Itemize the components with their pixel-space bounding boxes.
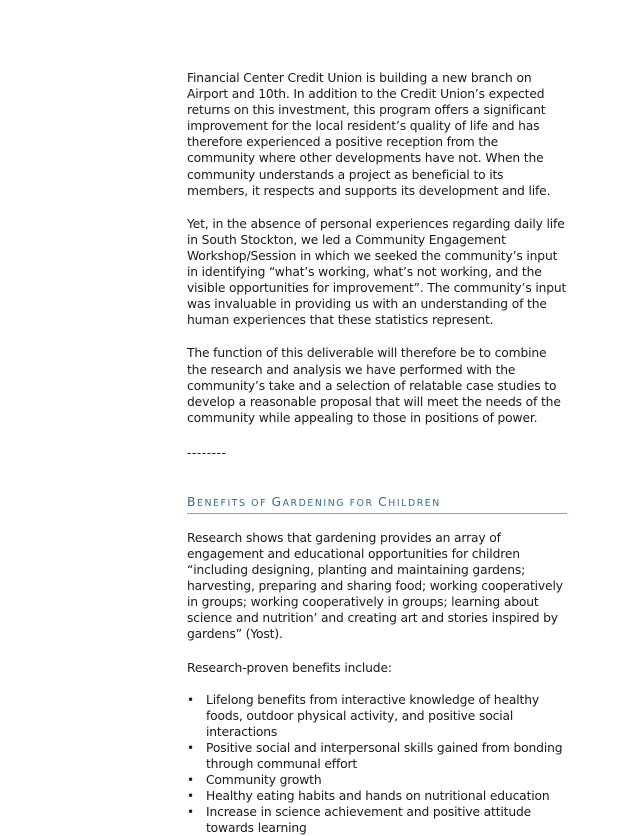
paragraph-credit-union: Financial Center Credit Union is building a new branch on Airport and 10th. In addition to the Credit Union’s expected returns on this investment, this program offers a significant improvement for the local resident’s quality of life and has therefore experienced a positive reception from the community where other developments have not. When the community understands a project as beneficial to its members, it respects and supports its development and life.	[187, 71, 551, 198]
list-item-text: Community growth	[206, 772, 322, 787]
list-item	[187, 740, 567, 772]
heading-word: FOR	[349, 497, 374, 509]
bullet-icon: •	[187, 788, 194, 803]
document-page	[187, 70, 567, 836]
paragraph-deliverable-function: The function of this deliverable will therefore be to combine the research and analysis we have performed with the community’s take and a selection of relatable case studies to develop a reasonable proposal that will meet the needs of the community while appealing to those in positions of power.	[187, 346, 561, 425]
list-item-text: Healthy eating habits and hands on nutritional education	[206, 788, 550, 803]
paragraph-research-intro: Research shows that gardening provides an array of engagement and educational opportunities for children “including designing, planting and maintaining gardens; harvesting, preparing and sharing food; working cooperatively in groups; working cooperatively in groups; learning about science and nutrition’ and creating art and stories inspired by gardens” (Yost).	[187, 530, 563, 642]
heading-cap: C	[378, 494, 389, 509]
list-item	[187, 692, 567, 740]
list-item-text: Lifelong benefits from interactive knowledge of healthy foods, outdoor physical activity, and positive social interactions	[206, 692, 539, 739]
heading-cap: G	[271, 494, 283, 509]
bullet-icon: •	[187, 804, 194, 819]
heading-rest: ARDENING	[282, 497, 346, 509]
list-item	[187, 772, 567, 788]
heading-rest: HILDREN	[388, 497, 441, 509]
list-item	[187, 788, 567, 804]
list-item-text: Positive social and interpersonal skills gained from bonding through communal effort	[206, 740, 563, 771]
section-heading	[187, 496, 567, 514]
text-divider: --------	[187, 445, 227, 460]
list-item	[187, 804, 567, 836]
list-item-text: Increase in science achievement and positive attitude towards learning	[206, 804, 532, 835]
bullet-icon: •	[187, 772, 194, 787]
heading-cap: B	[187, 494, 197, 509]
bullet-icon: •	[187, 692, 194, 707]
heading-word: OF	[251, 497, 267, 509]
paragraph-community-engagement: Yet, in the absence of personal experiences regarding daily life in South Stockton, we led a Community Engagement Workshop/Session in which we seeked the community’s input in identifying “what’s working, what’s not working, and the visible opportunities for improvement”. The community’s input was invaluable in providing us with an understanding of the human experiences that these statistics represent.	[187, 216, 567, 328]
heading-rest: ENEFITS	[197, 497, 247, 509]
paragraph-list-lead: Research-proven benefits include:	[187, 660, 392, 675]
benefits-list	[187, 692, 567, 836]
bullet-icon: •	[187, 740, 194, 755]
